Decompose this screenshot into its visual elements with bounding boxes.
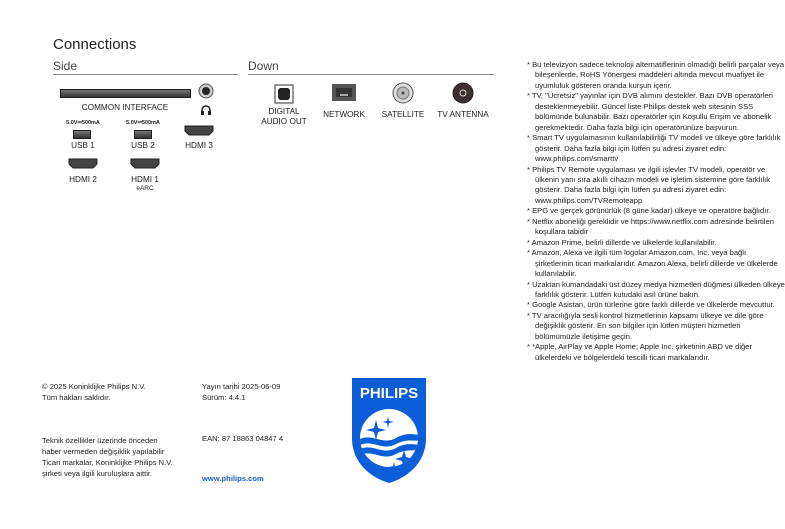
hdmi-port-icon: [68, 158, 98, 169]
version: Sürüm: 4.4.1: [202, 393, 246, 402]
audio-jack-icon: [198, 83, 214, 99]
digital-audio-line1: DIGITAL: [268, 107, 300, 116]
hdmi3-label: HDMI 3: [185, 141, 213, 150]
down-heading: Down: [248, 59, 279, 73]
copyright: © 2025 Koninklijke Philips N.V.: [42, 382, 146, 391]
footnote-item: * Amazon Prime, belirli dillerde ve ülkelerde kullanılabilir.: [527, 237, 717, 247]
footnote-item: * Netflix aboneliği gereklidir ve https://www.netflix.com adresinde belirtilen koşullara tabidir: [527, 216, 774, 237]
hdmi-port-icon: [184, 125, 214, 136]
svg-text:PHILIPS: PHILIPS: [359, 385, 419, 402]
rights: Tüm hakları saklıdır.: [42, 393, 111, 402]
divider: [53, 74, 238, 75]
headphones-icon: [200, 104, 212, 116]
tv-antenna-label: TV ANTENNA: [437, 110, 489, 119]
usb1-rating: 5.0V⎓500mA: [66, 120, 100, 126]
footnote-item: * Uzaktan kumandadaki üst düzey medya hizmetleri düğmesi ülkeden ülkeye farklılık gösterir. Lütfen kutudaki asıl ürüne bakın.: [527, 279, 785, 299]
publication-date: Yayın tarihi 2025-06-09: [202, 382, 281, 391]
network-label: NETWORK: [323, 110, 365, 119]
footnotes: [527, 60, 785, 363]
hdmi2-label: HDMI 2: [69, 175, 97, 184]
antenna-connector-icon: [452, 82, 474, 104]
website-link[interactable]: www.philips.com: [202, 474, 264, 483]
divider: [248, 74, 494, 75]
footnote-item: * Amazon, Alexa ve ilgili tüm logolar Amazon.com, Inc. veya bağlı şirketlerinin ticari markalarıdır. Amazon Alexa, belirli dillerde ve ülkelerde kullanılabilir.: [527, 248, 778, 279]
disclaimer-line: Teknik özellikler üzerinde önceden: [42, 436, 158, 445]
footnote-item: * EPG ve gerçek görünürlük (8 güne kadar) ülkeye ve operatöre bağlıdır.: [527, 206, 771, 216]
satellite-label: SATELLITE: [381, 110, 425, 119]
footnote-item: * TV aracılığıyla sesli kontrol hizmetlerinin kapsamı ülkeye ve dile göre değişiklik gösterir. En son bilgiler için lütfen müşteri hizmetleri bölümümüzle iletişime geçin.: [527, 310, 764, 341]
footnote-item: * Bu televizyon sadece teknoloji alternatiflerinin olmadığı belirli parçalar veya bileşenlerde, RoHS Yönergesi maddeleri altında mevcut muafiyet ile uyumluluk gösteren oranda kurşun içerir.: [527, 60, 785, 90]
hdmi-port-icon: [130, 158, 160, 169]
usb1-label: USB 1: [71, 141, 95, 150]
disclaimer-line: haber vermeden değişiklik yapılabilir: [42, 447, 165, 456]
page-title: Connections: [53, 36, 137, 53]
footnote-item: * *Apple, AirPlay ve Apple Home; Apple Inc. şirketinin ABD ve diğer ülkelerdeki ve bölgelerdeki tescilli ticari markalarıdır.: [527, 342, 752, 362]
disclaimer: [42, 435, 173, 479]
common-interface-slot-icon: [60, 89, 191, 98]
usb-port-icon: [134, 130, 152, 139]
digital-audio-line2: AUDIO OUT: [261, 117, 307, 126]
footnote-item: * Smart TV uygulamasının kullanılabilirliği TV modeli ve ülkeye göre farklılık gösterir. Daha fazla bilgi için lütfen şu adresi ziyaret edin: www.philips.com/smarttv: [527, 133, 781, 164]
footnote-item: * TV, "Ücretsiz" yayınlar için DVB alımını destekler. Bazı DVB operatörleri desteklenmeyebilir. Güncel liste Philips destek web sitesinin SSS bölümünde bulunabilir. Bazı operatörler için Koşullu Erişim ve abonelik gerekmektedir. Daha fazla bilgi için operatörünüze başvurun.: [527, 91, 773, 132]
philips-shield-logo: [350, 376, 428, 484]
footnote-item: * Philips TV Remote uygulaması ve ilgili işlevler TV modeli, operatör ve ülkenin yanı sıra akıllı cihazın modeli ve işletim sistemine göre farklılık gösterir. Daha fazla bilgi için lütfen şu adresi ziyaret edin: www.philips.com/TVRemoteapp: [527, 164, 771, 205]
common-interface-label: COMMON INTERFACE: [81, 103, 169, 112]
disclaimer-line: Ticari markalar, Koninklijke Philips N.V.: [42, 458, 173, 467]
optical-port-icon: [274, 84, 294, 104]
satellite-connector-icon: [392, 82, 414, 104]
hdmi1-earc-label: eARC: [136, 185, 154, 192]
publication-block: [202, 381, 280, 403]
side-heading: Side: [53, 59, 78, 73]
ean: EAN: 87 18863 04847 4: [202, 434, 284, 443]
hdmi1-label: HDMI 1: [131, 175, 159, 184]
copyright-block: [42, 381, 146, 403]
usb2-rating: 5.0V⎓500mA: [126, 120, 160, 126]
usb-port-icon: [73, 130, 91, 139]
disclaimer-line: şirketi veya ilgili kuruluşlara aittir.: [42, 469, 153, 478]
network-port-icon: [332, 84, 356, 101]
digital-audio-out-label: [254, 107, 314, 127]
usb2-label: USB 2: [131, 141, 155, 150]
footnote-item: * Google Asistan, ürün türlerine göre farklı dillerde ve ülkelerde mevcuttur.: [527, 300, 775, 310]
